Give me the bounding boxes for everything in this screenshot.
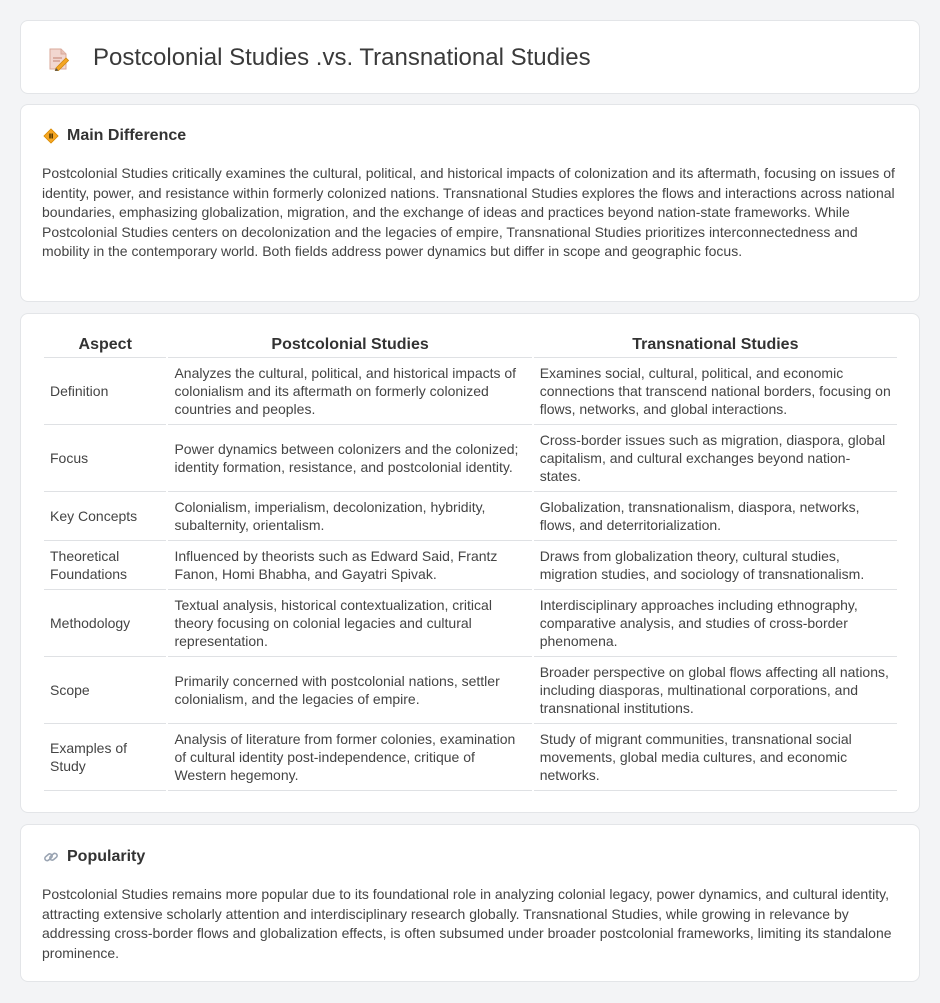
transnational-cell: Study of migrant communities, transnational social movements, global media cultures, and economic networks. [534,724,897,791]
aspect-cell: Key Concepts [44,492,166,541]
postcolonial-cell: Power dynamics between colonizers and the colonized; identity formation, resistance, and postcolonial identity. [168,425,531,492]
postcolonial-cell: Analyzes the cultural, political, and historical impacts of colonialism and its aftermath on formerly colonized countries and peoples. [168,358,531,425]
main-difference-heading [43,127,186,145]
table-row [44,358,897,425]
aspect-cell: Methodology [44,590,166,657]
popularity-text: Postcolonial Studies remains more popular due to its foundational role in analyzing colonial legacy, power dynamics, and cultural identity, attracting extensive scholarly attention and interdisciplinary research globally. Transnational Studies, while growing in relevance by addressing cross-border flows and globalization effects, is often subsumed under broader postcolonial frameworks, limiting its standalone prominence. [42,886,892,961]
postcolonial-cell: Colonialism, imperialism, decolonization, hybridity, subalternity, orientalism. [168,492,531,541]
popularity-card [20,824,920,982]
document-edit-icon [47,47,69,71]
main-difference-title: Main Difference [67,127,187,144]
postcolonial-cell: Analysis of literature from former colonies, examination of cultural identity post-independence, critique of Western hegemony. [168,724,531,791]
header-aspect: Aspect [44,336,166,358]
aspect-cell: Theoretical Foundations [44,541,166,590]
postcolonial-cell: Influenced by theorists such as Edward Said, Frantz Fanon, Homi Bhabha, and Gayatri Spivak. [168,541,531,590]
transnational-cell: Interdisciplinary approaches including ethnography, comparative analysis, and studies of cross-border phenomena. [534,590,897,657]
aspect-cell: Focus [44,425,166,492]
transnational-cell: Globalization, transnationalism, diaspora, networks, flows, and deterritorialization. [534,492,897,541]
header-transnational: Transnational Studies [534,336,897,358]
main-difference-card [20,104,920,302]
table-row [44,724,897,791]
transnational-cell: Cross-border issues such as migration, diaspora, global capitalism, and cultural exchanges beyond nation-states. [534,425,897,492]
table-header-row [44,336,897,358]
page-title: Postcolonial Studies .vs. Transnational Studies [93,44,591,71]
transnational-cell: Examines social, cultural, political, and economic connections that transcend national borders, focusing on flows, networks, and global interactions. [534,358,897,425]
link-icon [43,849,59,865]
aspect-cell: Examples of Study [44,724,166,791]
header-postcolonial: Postcolonial Studies [168,336,531,358]
diamond-sign-icon [43,128,59,144]
transnational-cell: Draws from globalization theory, cultural studies, migration studies, and sociology of transnationalism. [534,541,897,590]
table-row [44,541,897,590]
postcolonial-cell: Primarily concerned with postcolonial nations, settler colonialism, and the legacies of empire. [168,657,531,724]
aspect-cell: Scope [44,657,166,724]
comparison-table-card [20,313,920,813]
table-row [44,590,897,657]
table-row [44,492,897,541]
popularity-title: Popularity [67,848,146,865]
postcolonial-cell: Textual analysis, historical contextualization, critical theory focusing on colonial legacies and cultural representation. [168,590,531,657]
table-row [44,657,897,724]
popularity-heading [43,848,145,866]
comparison-table [42,336,899,791]
table-row [44,425,897,492]
transnational-cell: Broader perspective on global flows affecting all nations, including diasporas, multinational corporations, and transnational institutions. [534,657,897,724]
header-card [20,20,920,94]
main-difference-text: Postcolonial Studies critically examines the cultural, political, and historical impacts of colonization and its aftermath, focusing on issues of identity, power, and resistance within formerly colonized nations. Transnational Studies explores the flows and interactions across national boundaries, emphasizing globalization, migration, and the exchange of ideas and practices beyond nation-state frameworks. While Postcolonial Studies centers on decolonization and the legacies of empire, Transnational Studies prioritizes interconnectedness and mobility in the contemporary world. Both fields address power dynamics but differ in scope and geographic focus. [42,165,895,260]
aspect-cell: Definition [44,358,166,425]
